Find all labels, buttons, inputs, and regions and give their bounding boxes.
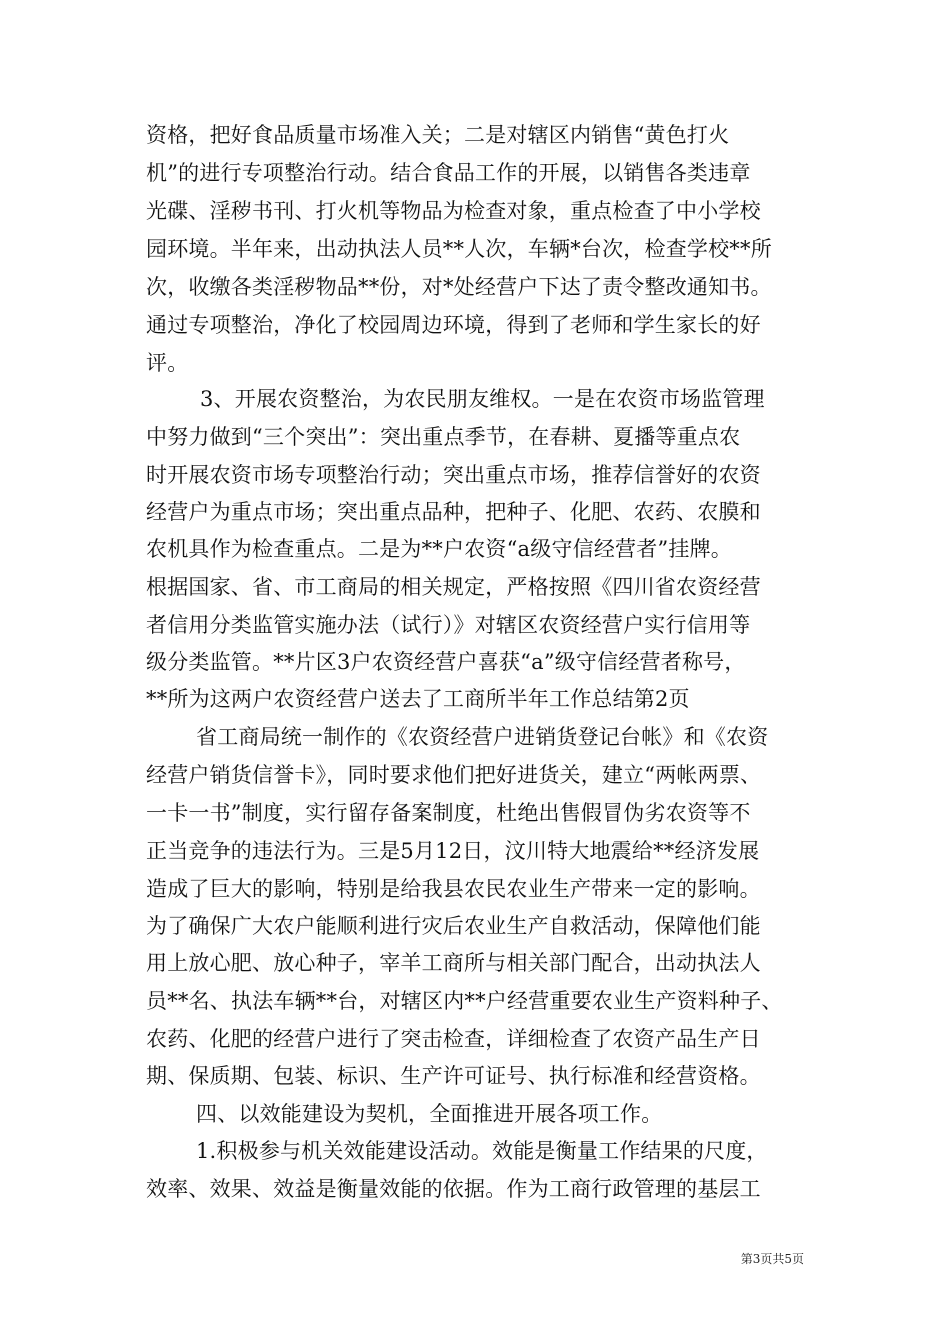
text-line: 正当竞争的违法行为。三是5月12日，汶川特大地震给**经济发展 (146, 839, 760, 863)
text-line: 根据国家、省、市工商局的相关规定，严格按照《四川省农资经营 (146, 575, 761, 599)
text-line: 通过专项整治，净化了校园周边环境，得到了老师和学生家长的好 (146, 313, 761, 337)
text-line: 资格，把好食品质量市场准入关；二是对辖区内销售“黄色打火 (146, 123, 730, 147)
text-line: 造成了巨大的影响，特别是给我县农民农业生产带来一定的影响。 (146, 877, 761, 901)
paragraph-first-line: 3、开展农资整治，为农民朋友维权。一是在农资市场监管理 (200, 387, 765, 411)
paragraph-first-line: 1.积极参与机关效能建设活动。效能是衡量工作结果的尺度， (196, 1139, 768, 1163)
text-line: 园环境。半年来，出动执法人员**人次，车辆*台次，检查学校**所 (146, 237, 772, 261)
text-line: 者信用分类监管实施办法（试行）》对辖区农资经营户实行信用等 (146, 613, 751, 637)
text-line: 级分类监管。**片区3户农资经营户喜获“a”级守信经营者称号， (146, 650, 746, 674)
text-line: 次，收缴各类淫秽物品**份，对*处经营户下达了责令整改通知书。 (146, 275, 772, 299)
text-line: **所为这两户农资经营户送去了工商所半年工作总结第2页 (146, 687, 690, 711)
text-line: 农药、化肥的经营户进行了突击检查，详细检查了农资产品生产日 (146, 1027, 761, 1051)
paragraph-first-line: 省工商局统一制作的《农资经营户进销货登记台帐》和《农资 (196, 725, 769, 749)
page-number: 第3页共5页 (740, 1252, 804, 1266)
text-line: 用上放心肥、放心种子，宰羊工商所与相关部门配合，出动执法人 (146, 951, 761, 975)
text-line: 期、保质期、包装、标识、生产许可证号、执行标准和经营资格。 (146, 1064, 761, 1088)
text-line: 经营户为重点市场；突出重点品种，把种子、化肥、农药、农膜和 (146, 500, 761, 524)
text-line: 时开展农资市场专项整治行动；突出重点市场，推荐信誉好的农资 (146, 463, 761, 487)
text-line: 农机具作为检查重点。二是为**户农资“a级守信经营者”挂牌。 (146, 537, 732, 561)
text-line: 中努力做到“三个突出”：突出重点季节，在春耕、夏播等重点农 (146, 425, 741, 449)
text-line: 一卡一书”制度，实行留存备案制度，杜绝出售假冒伪劣农资等不 (146, 801, 751, 825)
text-line: 机”的进行专项整治行动。结合食品工作的开展，以销售各类违章 (146, 161, 751, 185)
text-line: 评。 (146, 351, 189, 375)
section-heading: 四、以效能建设为契机，全面推进开展各项工作。 (196, 1102, 663, 1126)
text-line: 效率、效果、效益是衡量效能的依据。作为工商行政管理的基层工 (146, 1177, 761, 1201)
text-line: 员**名、执法车辆**台，对辖区内**户经营重要农业生产资料种子、 (146, 989, 783, 1013)
text-line: 经营户销货信誉卡》，同时要求他们把好进货关，建立“两帐两票、 (146, 763, 762, 787)
text-line: 为了确保广大农户能顺利进行灾后农业生产自救活动，保障他们能 (146, 914, 761, 938)
text-line: 光碟、淫秽书刊、打火机等物品为检查对象，重点检查了中小学校 (146, 199, 761, 223)
